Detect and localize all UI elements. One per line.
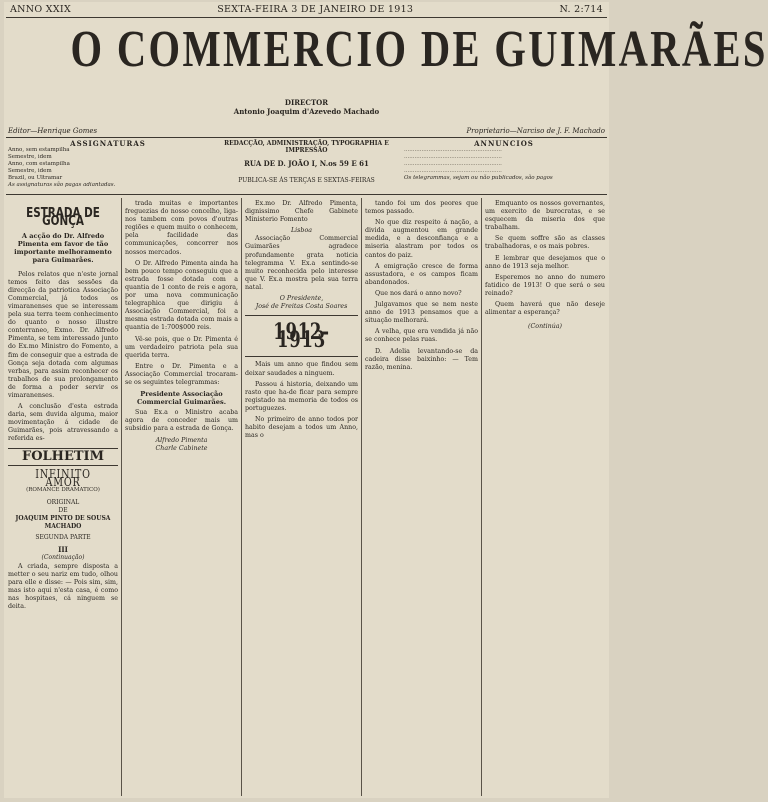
signature-name: José de Freitas Costa Soares: [255, 303, 348, 311]
header-rule: [6, 137, 607, 138]
paragraph: Quem haverá que não deseje alimentar a esperança?: [485, 301, 605, 317]
de-label: DE: [58, 507, 68, 514]
director-label: DIRECTOR: [284, 98, 329, 107]
owner: Proprietario—Narciso de J. F. Machado: [466, 127, 605, 135]
serial-author: JOAQUIM PINTO DE SOUSA MACHADO: [15, 515, 111, 531]
article-title: ESTRADA DE GONÇA: [26, 206, 100, 230]
serial-heading: FOLHETIM: [21, 448, 105, 464]
editor-row: [8, 127, 605, 135]
signature-label: O Presidente,: [279, 295, 324, 303]
sub-note: As assignaturas são pagas adiantadas.: [8, 182, 116, 188]
column-5: [485, 200, 605, 796]
paragraph: No que diz respeito á nação, a divida augmentou em grande medida, e a desconfiança e a miseria alastram por todos os cantos do paiz.: [365, 219, 478, 259]
ads-note: Os telegrammas, sejam ou não publicados, são pagos: [404, 175, 553, 181]
paragraph: O Dr. Alfredo Pimenta ainda ha bem pouco tempo conseguiu que a estrada fosse dotada com a quantia de 1 conto de reis e agora, por uma nova communicação telegraphica que dirigiu á Associação Commercial, foi a mesma estrada dotada com mais a quantia de 1:700$000 reis.: [125, 259, 238, 332]
column-divider: [121, 198, 122, 796]
divider: [8, 465, 118, 466]
continuation: (Continuação): [41, 554, 85, 562]
paragraph: D. Adelia levantando-se da cadeira disse baixinho: — Tem razão, menina.: [365, 347, 478, 371]
paragraph: trada muitas e importantes freguezias do nosso concelho, liga-nos tambem com povos d'outras regiões e quem muito o conhecem, pela facilidade das communicações, concorrer nos nossos mercados.: [125, 200, 238, 256]
director-block: [4, 98, 609, 116]
sub-line: Brazil, ou Ultramar: [8, 175, 63, 181]
columns-top-rule: [6, 194, 607, 195]
paragraph: Se quem soffre são as classes trabalhadoras, e os mais pobres.: [485, 235, 605, 251]
address: RUA DE D. JOÃO I, N.os 59 E 61: [244, 159, 369, 168]
column-2: [125, 200, 238, 796]
paragraph: Mais um anno que findou sem deixar saudades a ninguem.: [245, 361, 358, 377]
telegram-to: Presidente Associação Commercial Guimarães.: [137, 390, 226, 407]
paragraph: A criada, sempre disposta a metter o seu nariz em tudo, olhou para elle e disse: — Pois sim, sim, mas isto aqui n'esta casa, é como nas hospitaes, cá ninguem se deita.: [8, 562, 118, 611]
published-days: PUBLICA-SE ÁS TERÇAS E SEXTAS-FEIRAS: [238, 177, 375, 184]
paragraph: tando foi um dos peores que temos passado.: [365, 200, 478, 216]
editor: Editor—Henrique Gomes: [8, 127, 98, 135]
paragraph: Passou á historia, deixando um rasto que ha-de ficar para sempre registado na memoria de todos os portuguezes.: [245, 380, 358, 412]
sub-line: Anno, sem estampilha: [8, 147, 70, 153]
director-name: Antonio Joaquim d'Azevedo Machado: [233, 107, 380, 116]
paragraph: A emigração cresce de forma assustadora, e os campos ficam abandonados.: [365, 262, 478, 286]
year-heading: 1912-1913: [273, 319, 330, 354]
paragraph: Entre o Dr. Pimenta e a Associação Commercial trocaram-se os seguintes telegrammas:: [125, 362, 238, 386]
divider: [245, 315, 358, 316]
top-line: [10, 4, 603, 16]
redaction-heading: REDACÇÃO, ADMINISTRAÇÃO, TYPOGRAPHIA E IMPRESSÃO: [224, 140, 389, 154]
sub-line: Anno, com estampilha: [8, 161, 70, 167]
sub-line: Semestre, idem: [8, 154, 52, 160]
paragraph: E lembrar que desejamos que o anno de 1913 seja melhor.: [485, 254, 605, 270]
column-divider: [361, 198, 362, 796]
ads-box: [404, 140, 604, 190]
signature: Charle Cabinete: [155, 444, 208, 452]
paragraph: Pelos relatos que n'este jornal temos feito das sessões da direcção da patriotica Associação Commercial, já todos os vimaranenses que se interessam pela sua terra teem conhecimento do quanto o nosso illustre conterraneo, Exmo. Dr. Alfredo Pimenta, se tem interessado junto do Ex.mo Ministro do Fomento, a fim de conseguir que a estrada de Gonça seja dotada com algumas verbas, para assim reconhecer os trabalhos de sua prolongamento de forma a poder servir os vimaranenses.: [8, 270, 118, 399]
original-label: ORIGINAL: [46, 498, 80, 506]
chapter-number: III: [58, 545, 68, 555]
paragraph: Esperemos no anno do numero fatidico de 1913! O que será o seu reinado?: [485, 273, 605, 297]
paragraph: Associação Commercial Guimarães agradece profundamente grata noticia telegramma V. Ex.a sentindo-se muito reconhecida pelo interesse que V. Ex.a mostra pela sua terra natal.: [245, 235, 358, 291]
signature: Alfredo Pimenta: [155, 436, 208, 444]
subscriptions-box: [8, 140, 208, 190]
column-divider: [241, 198, 242, 796]
paragraph: Ex.mo Dr. Alfredo Pimenta, dignissimo Chefe Gabinete Ministerio Fomento: [245, 200, 358, 224]
serial-title: INFINITO AMOR: [35, 466, 91, 489]
column-4: [365, 200, 478, 796]
redaction-box: [219, 140, 394, 190]
ads-heading: ANNUNCIOS: [474, 139, 534, 148]
ads-lines: ........................................................ ........................................................ ........................................................ ........................................................: [404, 147, 502, 174]
masthead-title: O COMMERCIO DE GUIMARÃES: [70, 21, 768, 78]
continues: (Continúa): [528, 323, 562, 331]
paragraph: Emquanto os nossos governantes, um exercito de burocratas, e se esquecem da miseria dos que trabalham.: [485, 200, 605, 232]
article-lead: A acção do Dr. Alfredo Pimenta em favor de tão importante melhoramento para Guimarães.: [14, 232, 112, 265]
paragraph: Que nos dará o anno novo?: [375, 289, 462, 297]
issue-number: N. 2:714: [559, 4, 603, 15]
column-1: [8, 200, 118, 796]
sub-line: Semestre, idem: [8, 168, 52, 174]
paragraph: No primeiro de anno todos por habito desejam a todos um Anno, mas o: [245, 415, 358, 440]
paragraph: Julgavamos que se nem neste anno de 1913 pensamos que a situação melhorará.: [365, 301, 478, 325]
telegram-body: Sua Ex.a o Ministro acaba agora de conceder mais um subsidio para a estrada de Gonça.: [125, 409, 238, 433]
top-rule: [6, 17, 607, 18]
paragraph: A velha, que era vendida já não se conhece pelas ruas.: [365, 328, 478, 344]
column-divider: [481, 198, 482, 796]
subscriptions-heading: ASSIGNATURAS: [70, 139, 146, 148]
serial-subtitle: (ROMANCE DRAMATICO): [26, 486, 100, 493]
issue-date: SEXTA-FEIRA 3 DE JANEIRO DE 1913: [217, 4, 414, 15]
column-3: [245, 200, 358, 796]
serial-part: SEGUNDA PARTE: [35, 534, 91, 542]
paragraph: Vê-se pois, que o Dr. Pimenta é um verdadeiro patriota pela sua querida terra.: [125, 335, 238, 359]
paragraph: A conclusão d'esta estrada daria, sem duvida alguma, maior movimentação á cidade de Guimarães, pois atravessando a referida es-: [8, 403, 118, 443]
newspaper-page: [4, 2, 768, 798]
place: Lisboa: [290, 227, 312, 235]
anno: ANNO XXIX: [10, 4, 72, 15]
divider: [245, 356, 358, 357]
